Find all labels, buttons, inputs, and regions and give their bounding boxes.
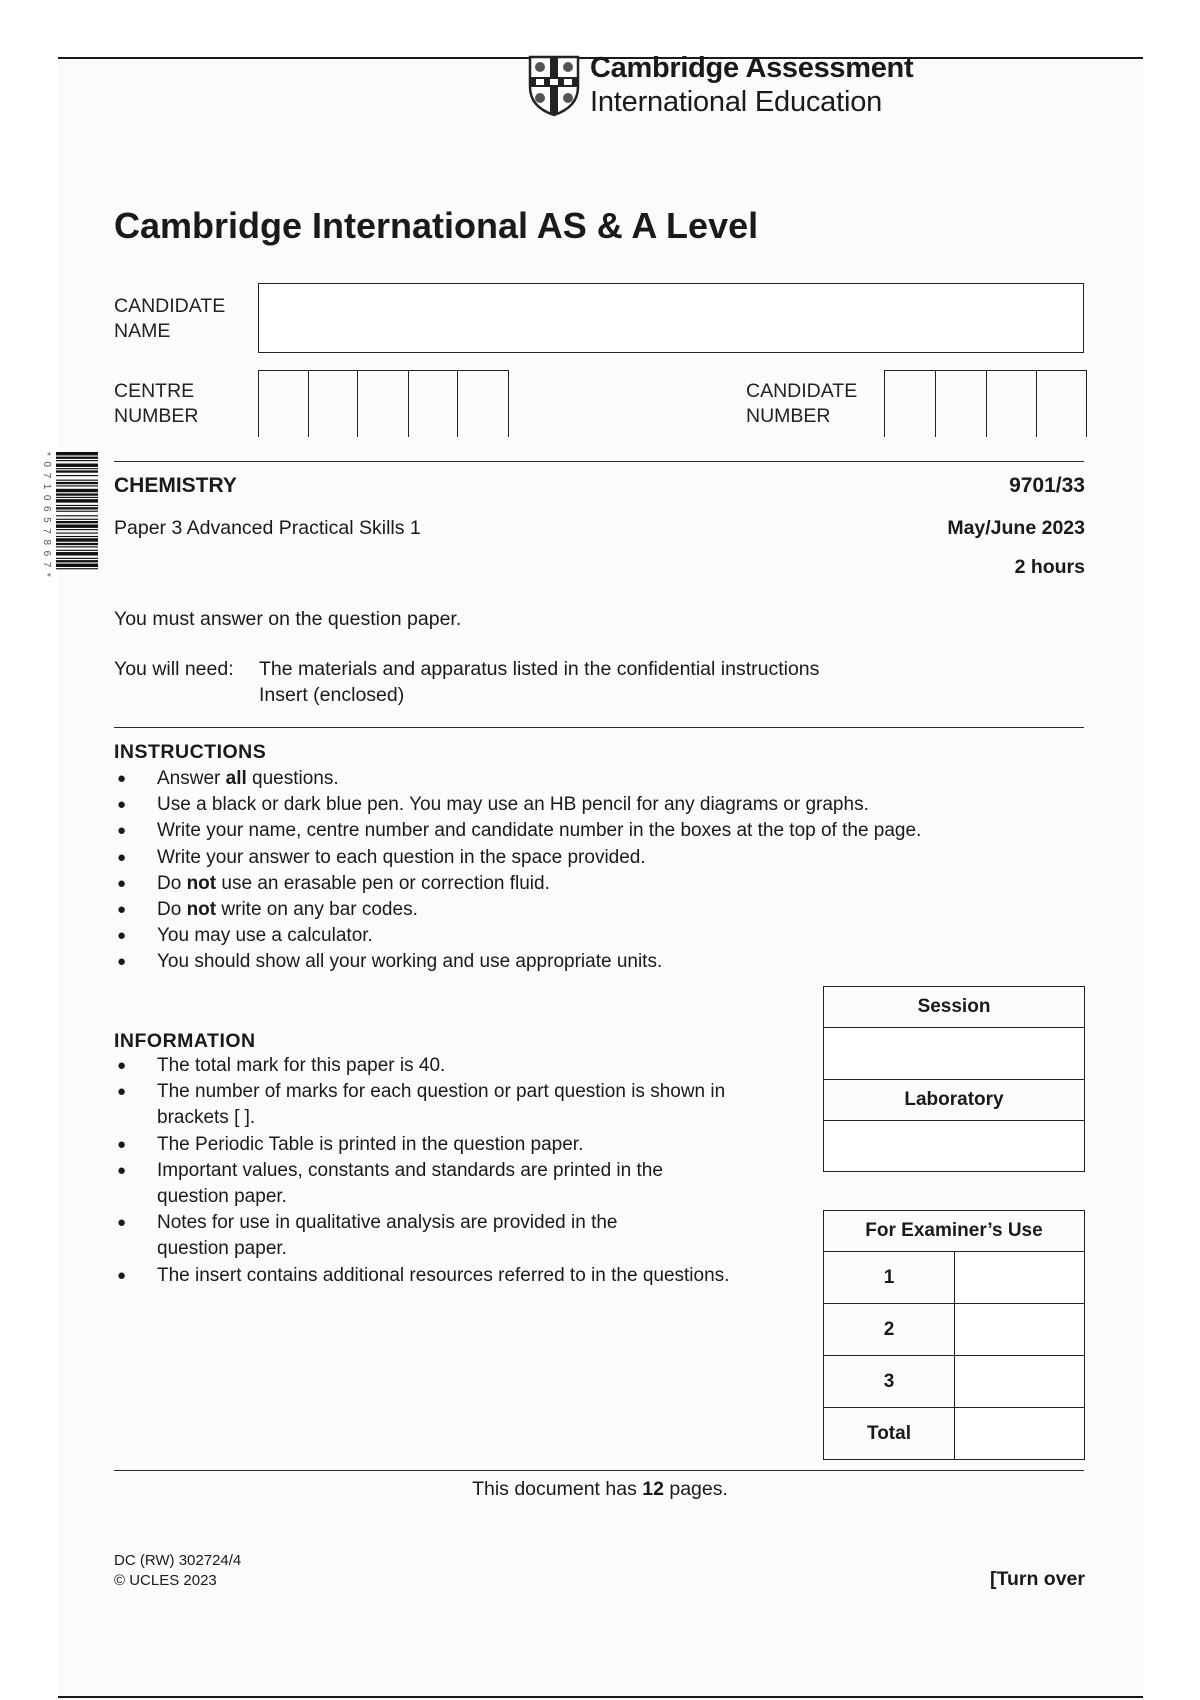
paper-title: Paper 3 Advanced Practical Skills 1 [114,517,421,539]
session-label: Session [824,987,1085,1028]
label-line: NUMBER [114,405,199,427]
divider [114,1470,1084,1471]
list-item [114,923,1014,949]
question-number: 1 [824,1252,955,1304]
answer-instruction: You must answer on the question paper. [114,608,462,630]
laboratory-entry-field[interactable] [824,1121,1085,1172]
list-item [114,1158,774,1210]
item-text: Write your answer to each question in the space provided. [157,846,646,868]
laboratory-label: Laboratory [824,1080,1085,1121]
divider [114,461,1084,462]
bottom-rule [58,1696,1143,1698]
list-item [114,871,1014,897]
list-item [114,949,1014,975]
syllabus-code: 9701/33 [1009,474,1085,497]
list-item [114,1210,774,1262]
item-text: question paper. [157,1238,287,1260]
centre-number-field[interactable] [258,370,509,437]
digit-cell[interactable] [1037,371,1087,437]
instructions-heading: INSTRUCTIONS [114,741,267,763]
item-text: The Periodic Table is printed in the question paper. [157,1133,584,1155]
list-item [114,897,1014,923]
item-text: The insert contains additional resources referred to in the questions. [157,1264,730,1286]
list-item [114,792,1014,818]
digit-cell[interactable] [936,371,987,437]
mark-cell[interactable] [955,1356,1085,1408]
item-text: You may use a calculator. [157,925,373,947]
page-count: 12 [642,1478,664,1500]
item-emphasis: all [225,768,247,789]
bullet-icon: ● [117,901,127,919]
question-number: 3 [824,1356,955,1408]
exam-duration: 2 hours [1014,556,1085,578]
examiner-use-table [823,1210,1085,1460]
bullet-icon: ● [117,848,127,866]
item-text: question paper. [157,1186,287,1208]
bullet-icon: ● [117,927,127,945]
item-text: questions. [246,768,339,789]
bullet-icon: ● [117,770,127,787]
item-text: Important values, constants and standards are printed in the [157,1159,663,1181]
bullet-icon: ● [117,874,127,892]
list-item [114,1132,774,1158]
label-line: NAME [114,320,171,342]
total-label: Total [824,1408,955,1460]
digit-cell[interactable] [259,371,309,437]
list-item [114,1079,774,1131]
bullet-icon: ● [117,1266,127,1284]
item-text: Notes for use in qualitative analysis are provided in the [157,1212,618,1234]
note-text: pages. [663,1478,728,1500]
item-emphasis: not [186,899,217,921]
item-text: Do [157,872,187,894]
label-line: CANDIDATE [746,380,858,402]
item-text: use an erasable pen or correction fluid. [216,872,550,894]
bullet-icon: ● [117,1214,127,1232]
document-code-block [114,1551,241,1591]
logo-line-1: Cambridge Assessment [590,52,914,84]
subject-name: CHEMISTRY [114,474,237,497]
exam-session: May/June 2023 [947,517,1085,539]
label-line: CANDIDATE [114,295,226,317]
item-text: Use a black or dark blue pen. You may use an HB pencil for any diagrams or graphs. [157,794,869,816]
label-line: CENTRE [114,380,195,402]
total-mark-cell[interactable] [955,1408,1085,1460]
item-text: The number of marks for each question or part question is shown in [157,1081,726,1103]
question-number: 2 [824,1304,955,1356]
centre-number-label [114,379,199,429]
digit-cell[interactable] [358,371,409,437]
item-text: Write your name, centre number and candidate number in the boxes at the top of the page. [157,820,922,842]
divider [114,727,1084,728]
candidate-name-field[interactable] [258,283,1084,353]
digit-cell[interactable] [885,371,936,437]
bullet-icon: ● [117,1161,127,1179]
examiner-use-title: For Examiner’s Use [824,1211,1085,1252]
digit-cell[interactable] [987,371,1037,437]
list-item [114,1053,774,1079]
candidate-number-field[interactable] [884,370,1087,437]
item-emphasis: not [186,872,217,894]
candidate-number-label [746,379,857,429]
turn-over-note: [Turn over [990,1568,1085,1590]
session-entry-field[interactable] [824,1028,1085,1080]
document-code: DC (RW) 302724/4 [114,1552,242,1569]
note-text: This document has [472,1478,643,1500]
information-list [114,1053,774,1289]
list-item [114,766,1014,792]
item-text: brackets [ ]. [157,1107,256,1129]
will-need-item: The materials and apparatus listed in the confidential instructions [259,658,820,680]
barcode [56,452,98,680]
bullet-icon: ● [117,796,127,814]
bullet-icon: ● [117,1057,127,1074]
bullet-icon: ● [117,822,127,840]
candidate-name-label [114,294,225,344]
item-text: The total mark for this paper is 40. [157,1055,446,1076]
will-need-item: Insert (enclosed) [259,684,405,706]
item-text: Answer [157,768,226,789]
item-text: You should show all your working and use appropriate units. [157,951,663,973]
bullet-icon: ● [117,1135,127,1153]
instructions-list [114,766,1014,976]
list-item [114,1263,774,1289]
digit-cell[interactable] [309,371,358,437]
logo-line-2: International Education [590,86,883,118]
list-item [114,818,1014,844]
barcode-digits: * 0 7 1 0 6 5 7 8 6 7 * [41,452,52,579]
item-text: write on any bar codes. [216,899,418,921]
qualification-title: Cambridge International AS & A Level [114,205,759,246]
bullet-icon: ● [117,1083,127,1101]
digit-cell[interactable] [409,371,458,437]
page-count-note [0,1478,1200,1501]
will-need-label: You will need: [114,658,234,680]
mark-cell[interactable] [955,1252,1085,1304]
list-item [114,845,1014,871]
digit-cell[interactable] [458,371,509,437]
information-heading: INFORMATION [114,1030,256,1052]
mark-cell[interactable] [955,1304,1085,1356]
bullet-icon: ● [117,953,127,971]
crest-icon [528,55,580,117]
item-text: Do [157,899,187,921]
label-line: NUMBER [746,405,831,427]
copyright: © UCLES 2023 [114,1572,217,1589]
session-laboratory-box [823,986,1085,1172]
barcode-number [38,452,52,680]
